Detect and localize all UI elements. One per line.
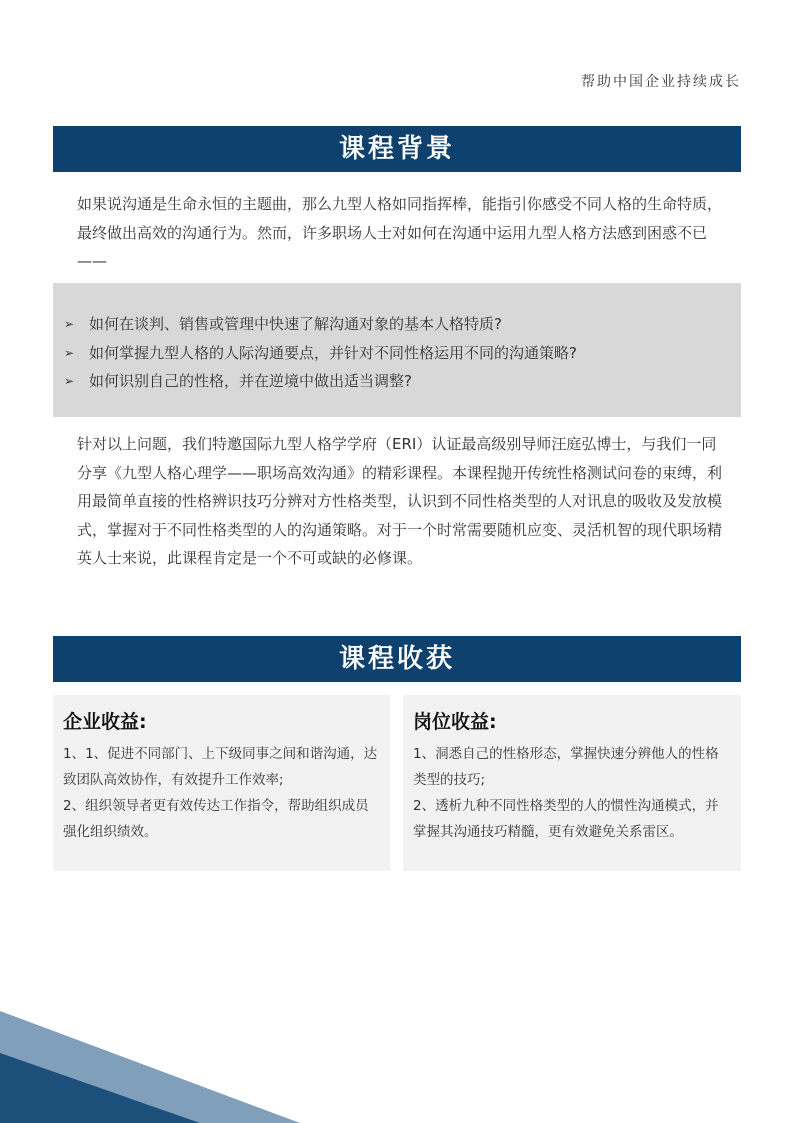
section-title-gains: 课程收获: [53, 636, 741, 682]
question-text: 如何在谈判、销售或管理中快速了解沟通对象的基本人格特质?: [89, 315, 502, 333]
intro-paragraph: 如果说沟通是生命永恒的主题曲，那么九型人格如同指挥棒，能指引你感受不同人格的生命特质，最终做出高效的沟通行为。然而，许多职场人士对如何在沟通中运用九型人格方法感到困惑不已——: [77, 195, 723, 270]
question-text: 如何识别自己的性格，并在逆境中做出适当调整?: [89, 372, 412, 390]
section-title-background: 课程背景: [53, 126, 741, 172]
position-benefit-box: [403, 695, 741, 871]
arrow-bullet-icon: ➢: [64, 345, 75, 360]
arrow-bullet-icon: ➢: [64, 317, 75, 331]
detail-paragraph: 针对以上问题，我们特邀国际九型人格学学府（ERI）认证最高级别导师汪庭弘博士，与我们一同分享《九型人格心理学——职场高效沟通》的精彩课程。本课程抛开传统性格测试问卷的束缚，利用最简单直接的性格辨识技巧分辨对方性格类型，认识到不同性格类型的人对讯息的吸收及发放模式，掌握对于不同性格类型的人的沟通策略。对于一个时常需要随机应变、灵活机智的现代职场精英人士来说，此课程肯定是一个不可或缺的必修课。: [77, 435, 723, 567]
arrow-bullet-icon: ➢: [64, 374, 75, 388]
position-benefit-title: 岗位收益:: [413, 711, 497, 733]
list-item: [53, 367, 741, 396]
position-benefit-item: 1、洞悉自己的性格形态，掌握快速分辨他人的性格类型的技巧;: [413, 746, 719, 788]
corner-decoration: [0, 1011, 300, 1123]
header-tagline: 帮助中国企业持续成长: [581, 74, 741, 90]
question-list: [53, 283, 741, 396]
enterprise-benefit-item: 2、组织领导者更有效传达工作指令，帮助组织成员强化组织绩效。: [63, 798, 369, 840]
list-item: [53, 310, 741, 339]
list-item: [53, 339, 741, 368]
position-benefit-item: 2、透析九种不同性格类型的人的惯性沟通模式，并掌握其沟通技巧精髓，更有效避免关系雷区。: [413, 798, 719, 840]
enterprise-benefit-title: 企业收益:: [63, 711, 147, 733]
enterprise-benefit-box: [53, 695, 390, 871]
question-text: 如何掌握九型人格的人际沟通要点，并针对不同性格运用不同的沟通策略?: [89, 343, 577, 362]
enterprise-benefit-item: 1、1、促进不同部门、上下级同事之间和谐沟通，达致团队高效协作，有效提升工作效率;: [63, 746, 378, 788]
question-box: [53, 283, 741, 417]
